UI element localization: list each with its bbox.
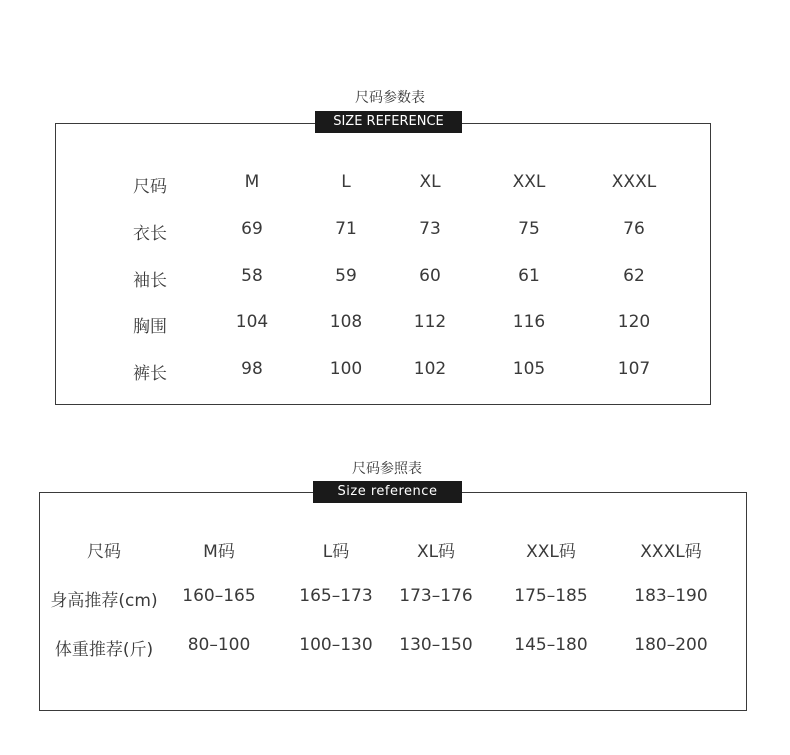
table-cell: 160–165 bbox=[182, 586, 256, 606]
size-parameter-title: 尺码参数表 bbox=[355, 90, 425, 106]
header-cell: 尺码 bbox=[133, 177, 167, 197]
table-cell: 100–130 bbox=[299, 635, 373, 655]
table-cell: 100 bbox=[329, 359, 363, 379]
header-cell: XXL码 bbox=[526, 542, 576, 562]
table-cell: 60 bbox=[419, 266, 441, 286]
table-cell: 59 bbox=[335, 266, 357, 286]
table-cell: 62 bbox=[623, 266, 645, 286]
table-cell: 75 bbox=[518, 219, 540, 239]
header-cell: 尺码 bbox=[87, 542, 121, 562]
table-cell: 112 bbox=[413, 312, 447, 332]
table-cell: 袖长 bbox=[133, 271, 167, 291]
table-cell: 108 bbox=[329, 312, 363, 332]
table-cell: 107 bbox=[617, 359, 651, 379]
header-cell: M bbox=[244, 172, 260, 192]
table-cell: 体重推荐(斤) bbox=[54, 640, 154, 660]
header-cell: XL码 bbox=[416, 542, 456, 562]
table-cell: 76 bbox=[623, 219, 645, 239]
table-cell: 胸围 bbox=[133, 317, 167, 337]
table-cell: 61 bbox=[518, 266, 540, 286]
header-cell: L bbox=[341, 172, 351, 192]
table-cell: 58 bbox=[241, 266, 263, 286]
table-cell: 180–200 bbox=[634, 635, 708, 655]
table-cell: 104 bbox=[235, 312, 269, 332]
table-cell: 裤长 bbox=[133, 364, 167, 384]
size-guide-badge: Size reference bbox=[313, 481, 462, 503]
table-cell: 165–173 bbox=[299, 586, 373, 606]
header-cell: XXL bbox=[512, 172, 546, 192]
table-cell: 145–180 bbox=[514, 635, 588, 655]
table-cell: 69 bbox=[241, 219, 263, 239]
table-cell: 175–185 bbox=[514, 586, 588, 606]
table-cell: 183–190 bbox=[634, 586, 708, 606]
table-cell: 130–150 bbox=[399, 635, 473, 655]
header-cell: XL bbox=[419, 172, 441, 192]
table-cell: 80–100 bbox=[187, 635, 251, 655]
size-reference-badge: SIZE REFERENCE bbox=[315, 111, 462, 133]
table-cell: 173–176 bbox=[399, 586, 473, 606]
table-cell: 衣长 bbox=[133, 224, 167, 244]
table-cell: 98 bbox=[241, 359, 263, 379]
size-guide-title: 尺码参照表 bbox=[352, 461, 422, 477]
header-cell: L码 bbox=[322, 542, 350, 562]
table-cell: 73 bbox=[419, 219, 441, 239]
table-cell: 71 bbox=[335, 219, 357, 239]
header-cell: M码 bbox=[203, 542, 235, 562]
table-cell: 身高推荐(cm) bbox=[50, 591, 158, 611]
header-cell: XXXL bbox=[611, 172, 657, 192]
table-cell: 102 bbox=[413, 359, 447, 379]
table-cell: 120 bbox=[617, 312, 651, 332]
table-cell: 105 bbox=[512, 359, 546, 379]
header-cell: XXXL码 bbox=[640, 542, 702, 562]
table-cell: 116 bbox=[512, 312, 546, 332]
